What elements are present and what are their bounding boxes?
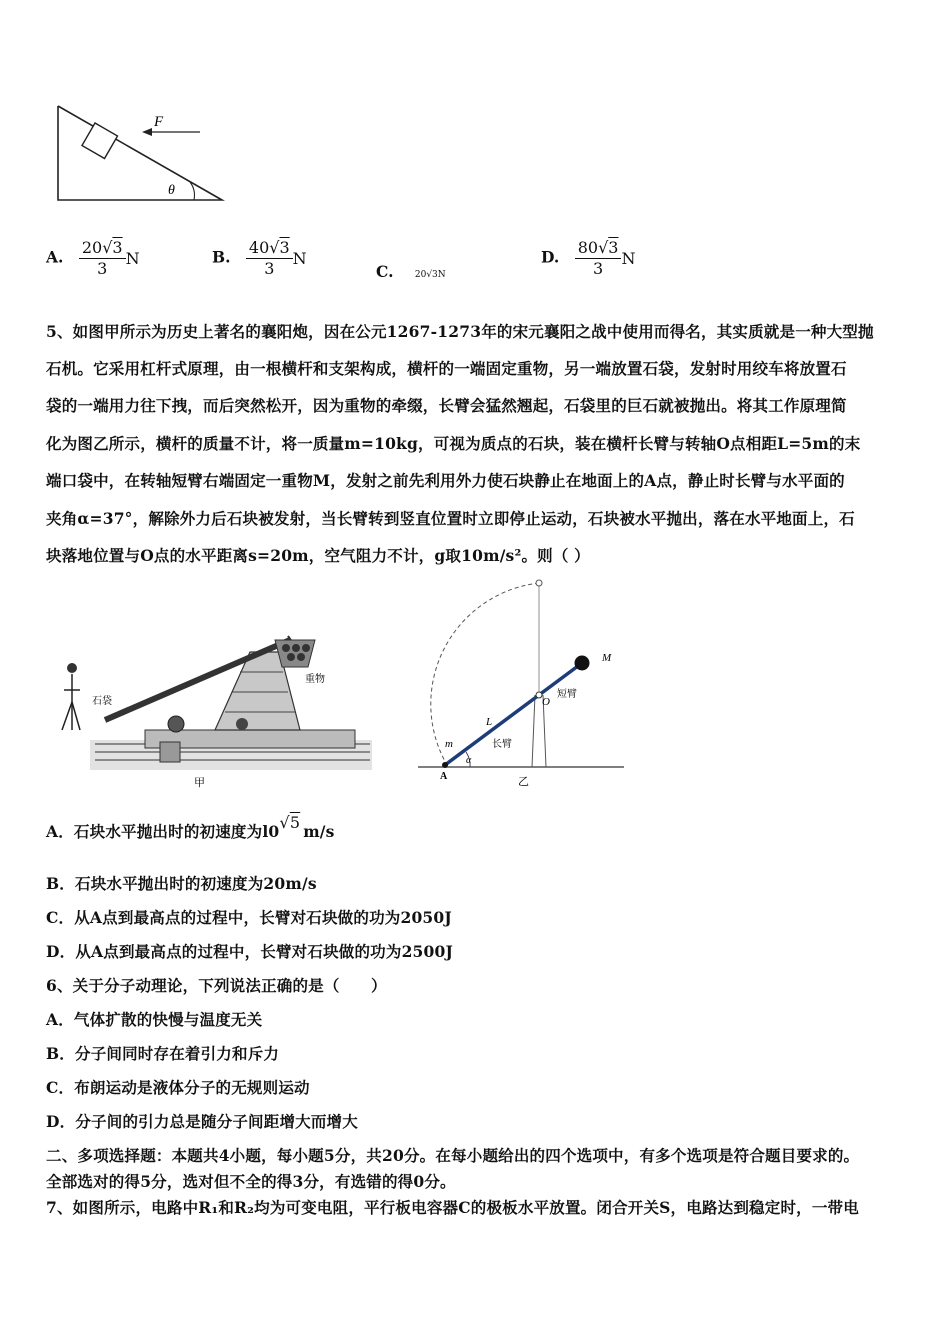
q4-option-c[interactable]: C. 20√3N [376,262,446,281]
q5-line-6: 夹角α=37°，解除外力后石块被发射，当长臂转到竖直位置时立即停止运动，石块被水平抛出，落在水平地面上，石 [46,509,855,528]
q5-option-b[interactable]: B．石块水平抛出时的初速度为20m/s [46,874,317,893]
q5-line-4: 化为图乙所示，横杆的质量不计，将一质量m=10kg，可视为质点的石块，装在横杆长臂与转轴O点相距L=5m的末 [46,434,861,453]
section2-heading-line2: 全部选对的得5分，选对但不全的得3分，有选错的得0分。 [46,1172,456,1191]
q6-option-a[interactable]: A．气体扩散的快慢与温度无关 [46,1010,263,1029]
q6-stem: 6、关于分子动理论，下列说法正确的是（ ） [46,976,387,995]
q6-option-b[interactable]: B．分子间同时存在着引力和斥力 [46,1044,280,1063]
label-M: M [602,652,612,664]
label-L: L [486,716,493,728]
q6-option-c[interactable]: C．布朗运动是液体分子的无规则运动 [46,1078,310,1097]
catapult-schematic [412,575,632,790]
q5-option-d[interactable]: D．从A点到最高点的过程中，长臂对石块做的功为2500J [46,942,454,961]
section2-heading-line1: 二、多项选择题：本题共4小题，每小题5分，共20分。在每小题给出的四个选项中，有多个选项是符合题目要求的。 [46,1146,860,1165]
q5-option-a[interactable]: A．石块水平抛出时的初速度为l0√5 m/s [46,813,335,841]
q6-option-d[interactable]: D．分子间的引力总是随分子间距增大而增大 [46,1112,358,1131]
q5-line-7: 块落地位置与O点的水平距离s=20m，空气阻力不计，g取10m/s²。则（ ） [46,546,590,565]
incline-figure [50,98,240,208]
catapult-illustration [50,612,372,792]
q5-line-5: 端口袋中，在转轴短臂右端固定一重物M，发射之前先利用外力使石块静止在地面上的A点，静止时长臂与水平面的 [46,471,845,490]
label-alpha: α [466,755,472,766]
label-A: A [440,771,448,782]
q4-option-a[interactable]: A. $\frac{20√3}{3}$ N [46,238,140,278]
figure-yi-caption: 乙 [518,775,529,788]
force-label: F [154,114,164,130]
q4-option-b[interactable]: B. $\frac{40√3}{3}$ N [212,238,307,278]
angle-label: θ [168,183,175,198]
label-m: m [445,738,453,750]
q5-option-c[interactable]: C．从A点到最高点的过程中，长臂对石块做的功为2050J [46,908,452,927]
label-short-arm: 短臂 [557,689,577,700]
label-long-arm: 长臂 [492,739,512,750]
label-O: O [542,696,550,708]
q5-line-1: 5、如图甲所示为历史上著名的襄阳炮，因在公元1267-1273年的宋元襄阳之战中使用而得名，其实质就是一种大型抛 [46,322,874,341]
figure-jia-caption: 甲 [194,776,205,789]
q7-line-1: 7、如图所示，电路中R₁和R₂均为可变电阻，平行板电容器C的极板水平放置。闭合开关S，电路达到稳定时，一带电 [46,1198,859,1217]
weight-label: 重物 [305,674,325,685]
q4-option-d[interactable]: D. $\frac{80√3}{3}$ N [541,238,636,278]
q5-line-2: 石机。它采用杠杆式原理，由一根横杆和支架构成，横杆的一端固定重物，另一端放置石袋，发射时用绞车将放置石 [46,359,847,378]
q5-line-3: 袋的一端用力往下拽，而后突然松开，因为重物的牵缀，长臂会猛然翘起，石袋里的巨石就被抛出。将其工作原理简 [46,396,847,415]
bag-label: 石袋 [92,696,112,707]
